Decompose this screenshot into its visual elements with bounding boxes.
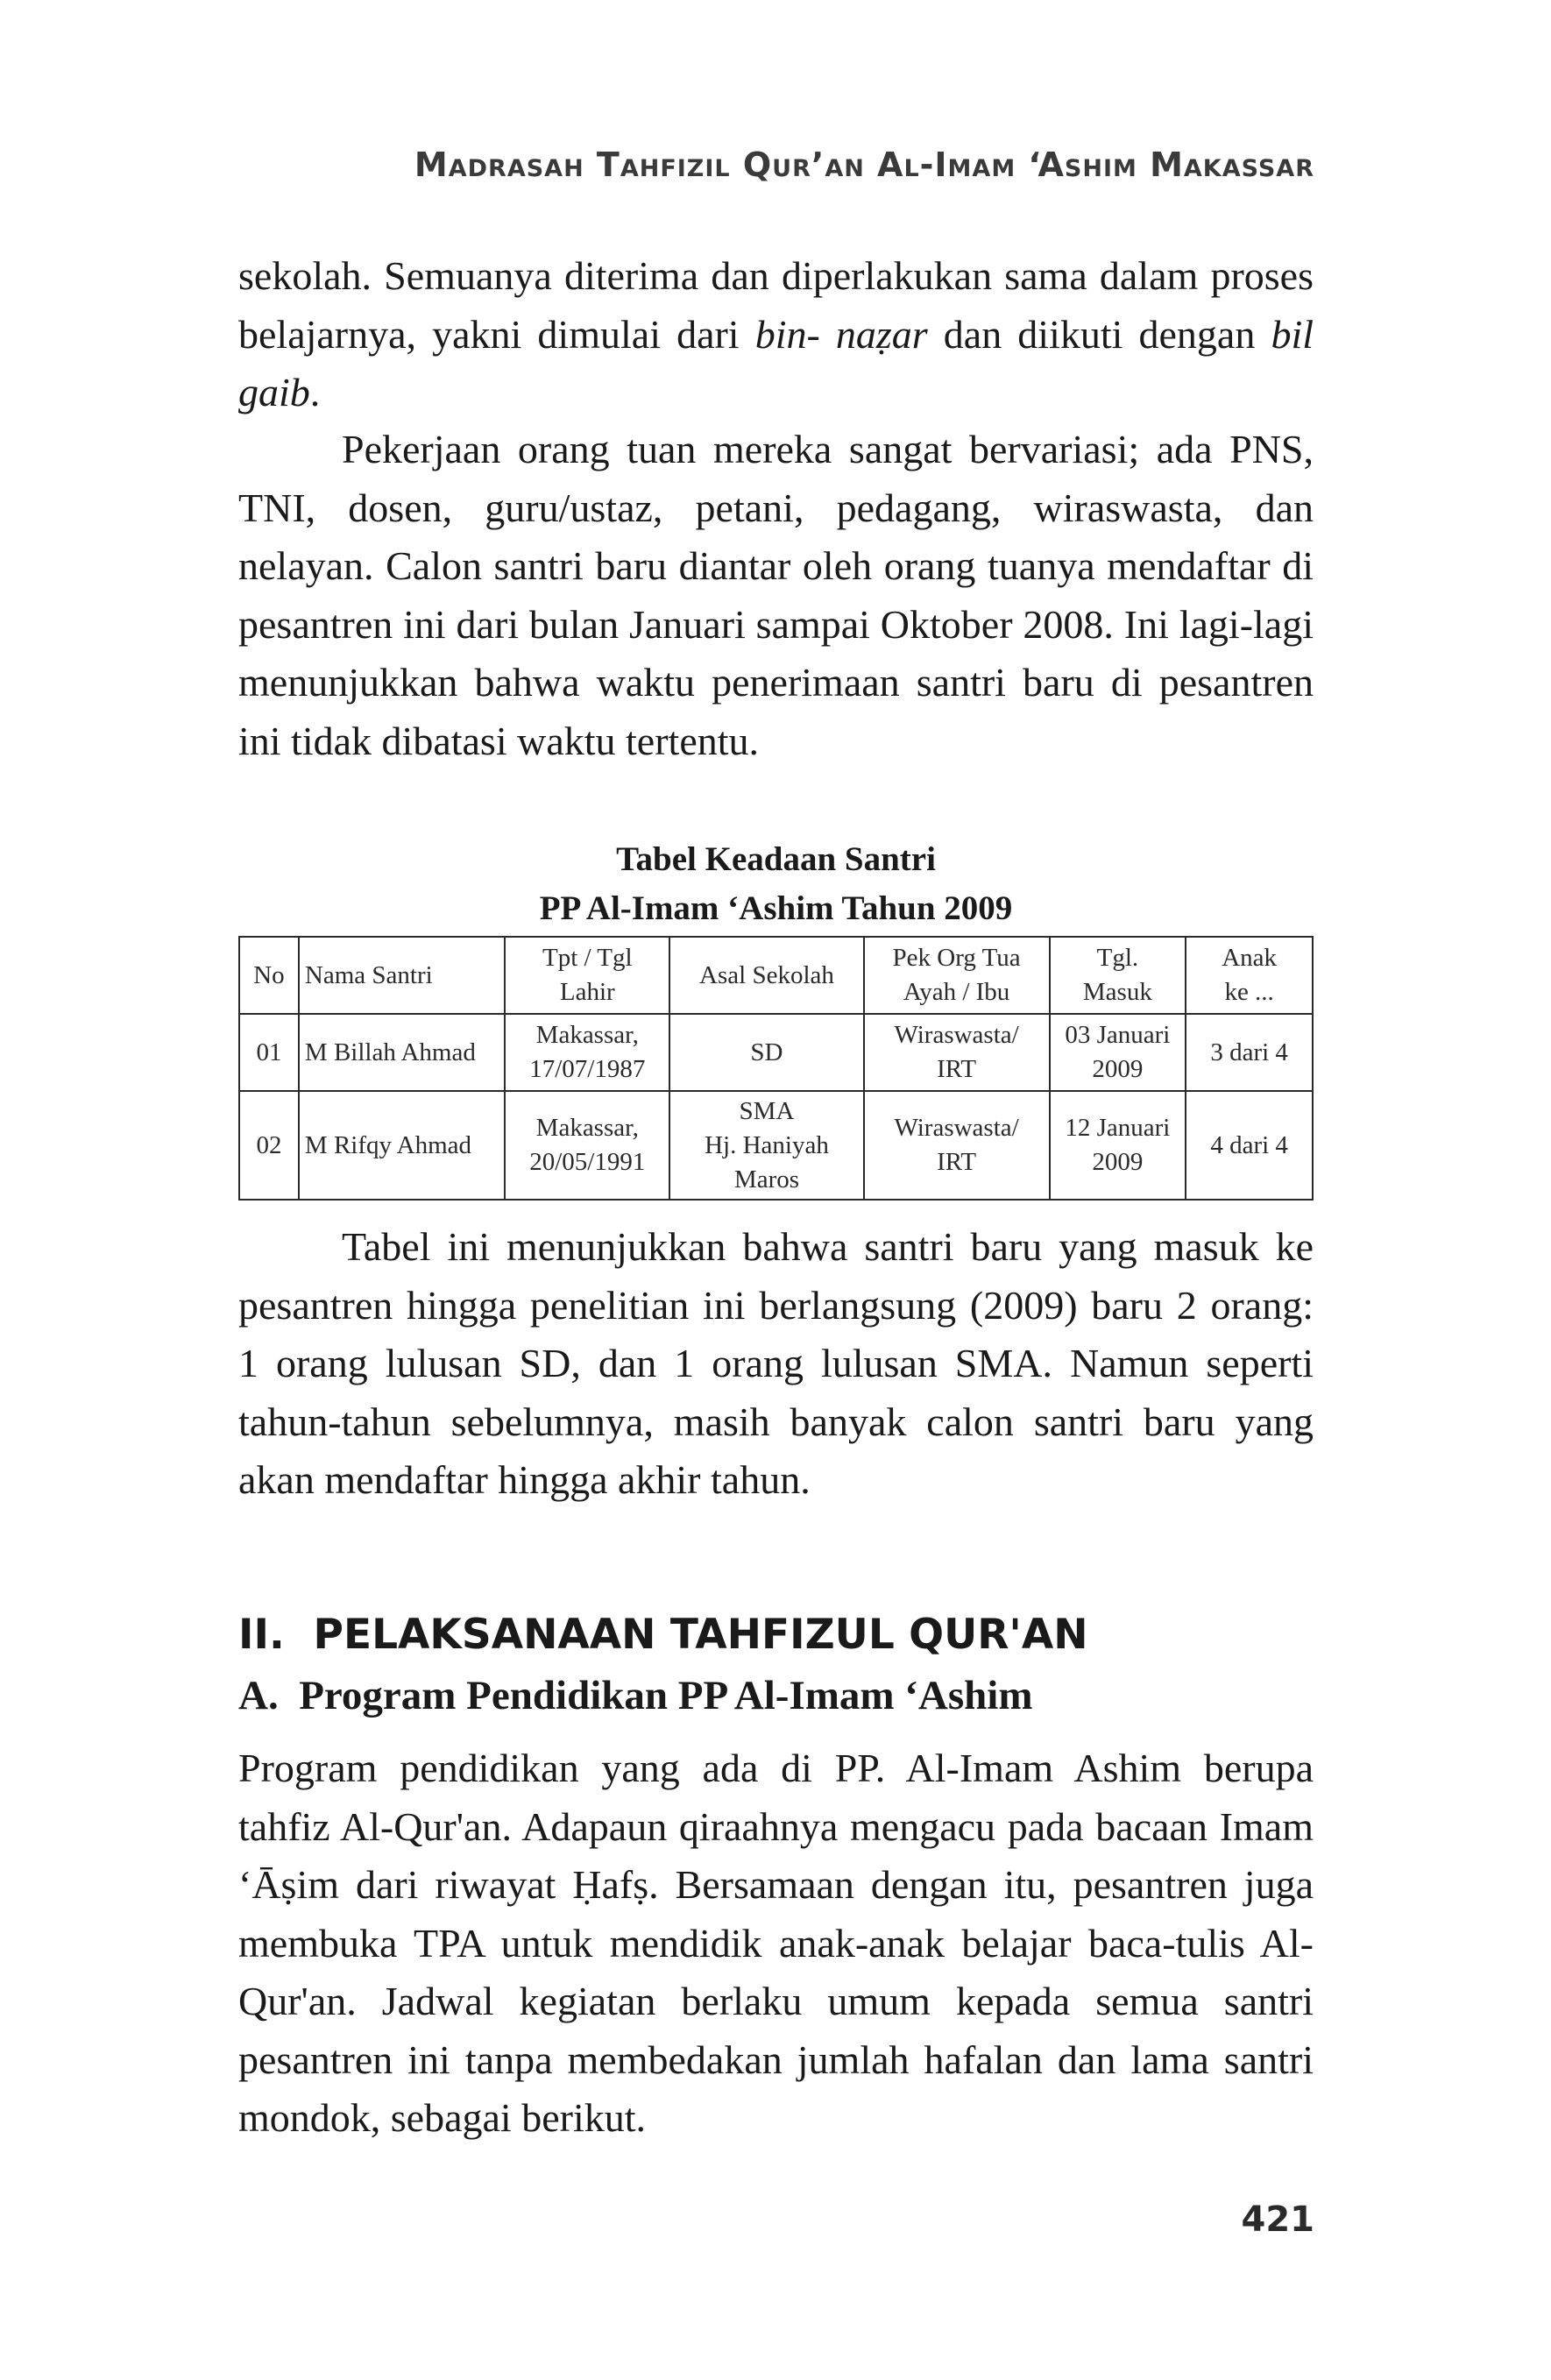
- paragraph-2-text: Pekerjaan orang tuan mereka sangat bervariasi; ada PNS, TNI, dosen, guru/ustaz, petani, pedagang, wiraswasta, dan nelayan. Calon santri baru diantar oleh orang tuanya mendaftar di pesantren ini dari bulan Januari sampai Oktober 2008. Ini lagi-lagi menunjukkan bahwa waktu penerimaan santri baru di pesantren ini tidak dibatasi waktu tertentu.: [238, 427, 1314, 763]
- table-caption-line-2: PP Al-Imam ‘Ashim Tahun 2009: [539, 889, 1013, 927]
- header-pek-org-tua: [864, 937, 1050, 1014]
- cell-anak-ke: 4 dari 4: [1186, 1091, 1313, 1200]
- term-bil-gaib: bil gaib: [238, 311, 1314, 414]
- cell-tgl-line-2: 2009: [1092, 1148, 1144, 1176]
- cell-asal-line-2: Hj. Haniyah: [705, 1130, 829, 1159]
- cell-anak-ke: 3 dari 4: [1186, 1014, 1313, 1091]
- cell-tgl-masuk: [1050, 1014, 1186, 1091]
- header-pek-line-2: Ayah / Ibu: [903, 978, 1010, 1006]
- cell-pek-org-tua: [864, 1014, 1050, 1091]
- table-caption: [238, 835, 1314, 933]
- paragraph-1-text-a: sekolah. Semuanya diterima dan diperlakukan sama dalam proses belajarnya, yakni dimulai dari: [238, 253, 1314, 357]
- header-tgl-masuk: [1050, 937, 1186, 1014]
- cell-no: 02: [239, 1091, 299, 1200]
- header-tgl-line-1: Tgl.: [1096, 944, 1139, 972]
- paragraph-2: [238, 421, 1314, 770]
- cell-asal-line-1: SMA: [739, 1096, 795, 1125]
- cell-pek-line-1: Wiraswasta/: [894, 1021, 1019, 1049]
- page-number: 421: [1241, 2199, 1314, 2240]
- paragraph-4: [238, 1739, 1314, 2148]
- cell-asal-line-3: Maros: [733, 1165, 800, 1194]
- cell-tpt-tgl-lahir: [505, 1091, 669, 1200]
- cell-pek-line-2: IRT: [937, 1148, 977, 1176]
- cell-tpt-line-2: 17/07/1987: [529, 1055, 646, 1083]
- header-tgl-line-2: Masuk: [1082, 978, 1152, 1006]
- header-no: No: [239, 937, 299, 1014]
- cell-tpt-tgl-lahir: [505, 1014, 669, 1091]
- cell-no: 01: [239, 1014, 299, 1091]
- cell-tpt-line-2: 20/05/1991: [529, 1148, 646, 1176]
- header-pek-line-1: Pek Org Tua: [892, 944, 1021, 972]
- table-caption-line-1: Tabel Keadaan Santri: [616, 840, 936, 878]
- cell-tpt-line-1: Makassar,: [535, 1114, 639, 1142]
- cell-asal-sekolah: [669, 1014, 864, 1091]
- cell-nama-santri: M Rifqy Ahmad: [299, 1091, 505, 1200]
- cell-tgl-masuk: [1050, 1091, 1186, 1200]
- section-heading: II. PELAKSANAAN TAHFIZUL QUR'AN: [238, 1611, 1088, 1659]
- term-bin-nazar: bin- naẓar: [754, 311, 928, 357]
- cell-tgl-line-1: 12 Januari: [1065, 1114, 1171, 1142]
- header-tpt-line-1: Tpt / Tgl: [542, 944, 633, 972]
- header-nama-santri: Nama Santri: [299, 937, 505, 1014]
- table-row: [239, 1091, 1313, 1200]
- header-tpt-line-2: Lahir: [559, 978, 615, 1006]
- header-anak-line-1: Anak: [1222, 944, 1278, 972]
- cell-nama-santri: M Billah Ahmad: [299, 1014, 505, 1091]
- header-anak-line-2: ke ...: [1224, 978, 1274, 1006]
- cell-pek-line-2: IRT: [937, 1055, 977, 1083]
- cell-tgl-line-1: 03 Januari: [1065, 1021, 1171, 1049]
- paragraph-3-text: Tabel ini menunjukkan bahwa santri baru yang masuk ke pesantren hingga penelitian ini berlangsung (2009) baru 2 orang: 1 orang lulusan SD, dan 1 orang lulusan SMA. Namun seperti tahun-tahun sebelumnya, masih banyak calon santri baru yang akan mendaftar hingga akhir tahun.: [238, 1224, 1314, 1502]
- cell-tpt-line-1: Makassar,: [535, 1021, 639, 1049]
- table-row: [239, 1014, 1313, 1091]
- header-tpt-tgl-lahir: [505, 937, 669, 1014]
- table-header-row: [239, 937, 1313, 1014]
- header-anak-ke: [1186, 937, 1313, 1014]
- paragraph-1-text-c: .: [309, 370, 321, 414]
- cell-pek-line-1: Wiraswasta/: [894, 1114, 1019, 1142]
- paragraph-4-text: Program pendidikan yang ada di PP. Al-Imam Ashim berupa tahfiz Al-Qur'an. Adapaun qiraahnya mengacu pada bacaan Imam ‘Āṣim dari riwayat Ḥafṣ. Bersamaan dengan itu, pesantren juga membuka TPA untuk mendidik anak-anak belajar baca-tulis Al-Qur'an. Jadwal kegiatan berlaku umum kepada semua santri pesantren ini tanpa membedakan jumlah hafalan dan lama santri mondok, sebagai berikut.: [238, 1746, 1314, 2140]
- paragraph-3: [238, 1218, 1314, 1510]
- paragraph-1: [238, 247, 1314, 422]
- cell-asal-line-1: SD: [750, 1038, 783, 1066]
- cell-tgl-line-2: 2009: [1092, 1055, 1144, 1083]
- cell-asal-sekolah: [669, 1091, 864, 1200]
- santri-table: [238, 936, 1314, 1201]
- running-header: Madrasah Tahfizil Qur’an Al-Imam ‘Ashim Makassar: [414, 145, 1314, 184]
- header-asal-sekolah: Asal Sekolah: [669, 937, 864, 1014]
- paragraph-1-text-b: dan diikuti dengan: [927, 311, 1271, 357]
- subsection-heading: A. Program Pendidikan PP Al-Imam ‘Ashim: [238, 1673, 1033, 1718]
- cell-pek-org-tua: [864, 1091, 1050, 1200]
